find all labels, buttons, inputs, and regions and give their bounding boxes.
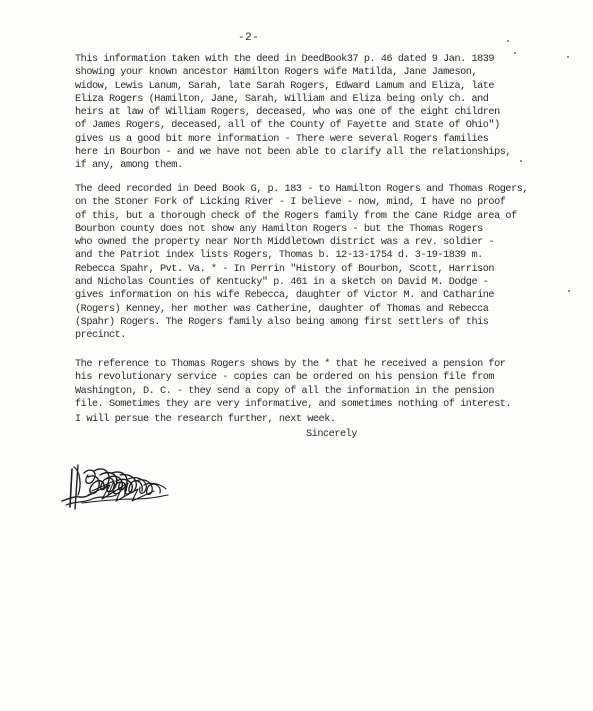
text-line: here in Bourbon - and we have not been able to clarify all the relationships,: [75, 147, 512, 159]
paragraph-deed-book-g: [75, 183, 545, 343]
scan-speck: [514, 52, 516, 54]
text-line: and the Patriot index lists Rogers, Thomas b. 12-13-1754 d. 3-19-1839 m.: [75, 250, 483, 262]
text-line: his revolutionary service - copies can be ordered on his pension file from: [75, 372, 495, 384]
closing-sincerely: Sincerely: [306, 429, 357, 440]
text-line: heirs at law of William Rogers, deceased, who was one of the eight children: [75, 107, 500, 119]
scan-speck: [520, 160, 522, 162]
text-line: Rebecca Spahr, Pvt. Va. * - In Perrin "History of Bourbon, Scott, Harrison: [75, 263, 495, 275]
handwritten-signature: [58, 455, 178, 519]
text-line: The deed recorded in Deed Book G, p. 183 - to Hamilton Rogers and Thomas Rogers,: [75, 184, 529, 195]
text-line: Washington, D. C. - they send a copy of all the information in the pension: [75, 385, 495, 397]
text-line: of James Rogers, deceased, all of the County of Fayette and State of Ohio"): [75, 120, 500, 132]
text-line: and Nicholas Counties of Kentucky" p. 461 in a sketch on David M. Dodge -: [75, 277, 489, 289]
scan-speck: [567, 56, 569, 58]
text-line: gives information on his wife Rebecca, daughter of Victor M. and Catharine: [75, 290, 495, 302]
page-number: -2-: [238, 32, 260, 44]
text-line: of this, but a thorough check of the Rogers family from the Cane Ridge area of: [75, 210, 517, 222]
paragraph-next-week: [75, 413, 545, 426]
text-line: precinct.: [75, 330, 126, 342]
text-line: widow, Lewis Lanum, Sarah, late Sarah Rogers, Edward Lamum and Eliza, late: [75, 80, 495, 92]
paragraph-deed-book-37: [75, 53, 545, 173]
text-line: on the Stoner Fork of Licking River - I believe - now, mind, I have no proof: [75, 197, 506, 209]
scan-speck: [507, 40, 509, 42]
text-line: who owned the property near North Middletown district was a rev. soldier -: [75, 237, 495, 249]
text-line: The reference to Thomas Rogers shows by the * that he received a pension for: [75, 359, 506, 370]
text-line: showing your known ancestor Hamilton Rogers wife Matilda, Jane Jameson,: [75, 67, 478, 79]
scan-speck: [568, 290, 570, 292]
text-line: if any, among them.: [75, 160, 183, 172]
text-line: (Rogers) Kenney, her mother was Catherine, daughter of Thomas and Rebecca: [75, 303, 489, 315]
text-line: I will persue the research further, next week.: [75, 414, 336, 425]
text-line: gives us a good bit more information - There were several Rogers families: [75, 133, 489, 145]
text-line: (Spahr) Rogers. The Rogers family also being among first settlers of this: [75, 316, 489, 328]
text-line: file. Sometimes they are very informative, and sometimes nothing of interest.: [75, 398, 512, 410]
text-line: This information taken with the deed in DeedBook37 p. 46 dated 9 Jan. 1839: [75, 54, 495, 65]
text-line: Eliza Rogers (Hamilton, Jane, Sarah, William and Eliza being only ch. and: [75, 93, 489, 105]
paragraph-pension: [75, 358, 545, 411]
text-line: Bourbon county does not show any Hamilton Rogers - but the Thomas Rogers: [75, 223, 483, 235]
